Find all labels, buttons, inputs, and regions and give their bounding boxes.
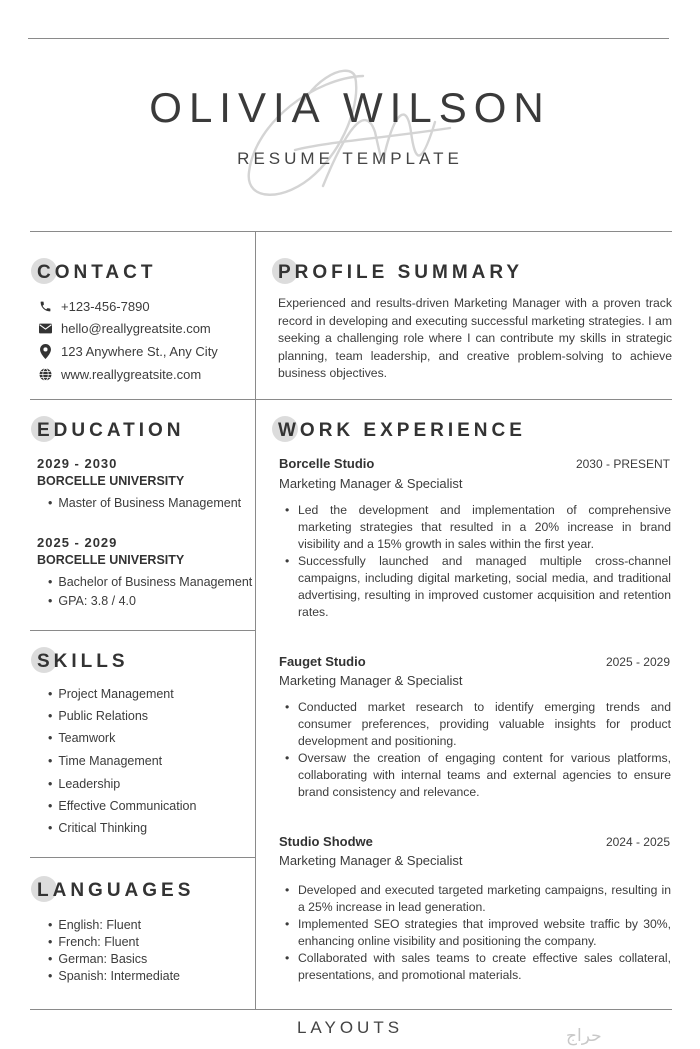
job-bullets	[279, 502, 671, 621]
job-bullet: • Implemented SEO strategies that improved website traffic by 30%, enhancing online visibility and positioning the company.	[279, 916, 671, 950]
language-item: • French: Fluent	[48, 935, 139, 949]
contact-website[interactable]	[37, 366, 201, 382]
languages-heading: LANGUAGES	[37, 880, 194, 902]
job-bullets	[279, 699, 671, 801]
phone-icon	[37, 298, 53, 314]
bottom-rule	[30, 1009, 672, 1010]
column-divider	[255, 231, 256, 1009]
contact-phone[interactable]	[37, 298, 150, 314]
job-date: 2024 - 2025	[605, 835, 670, 849]
job-role: Marketing Manager & Specialist	[279, 853, 463, 868]
education-years: 2025 - 2029	[37, 535, 118, 550]
job-bullet: • Developed and executed targeted marketing campaigns, resulting in a 25% increase in lead generation.	[279, 882, 671, 916]
education-school: BORCELLE UNIVERSITY	[37, 553, 185, 567]
phone-text: +123-456-7890	[61, 298, 150, 314]
location-pin-icon	[37, 343, 53, 359]
contact-address	[37, 343, 218, 359]
footer-label: LAYOUTS	[296, 1018, 404, 1037]
job-company: Borcelle Studio	[279, 456, 375, 471]
email-text: hello@reallygreatsite.com	[61, 320, 211, 336]
contact-bottom-rule	[30, 399, 672, 400]
job-bullet: • Conducted market research to identify emerging trends and consumer preferences, providing valuable insights for product development and positioning.	[279, 699, 671, 750]
haraj-watermark: حراج	[566, 1026, 602, 1046]
skill-item: • Leadership	[48, 777, 120, 791]
job-bullet: • Led the development and implementation of comprehensive marketing strategies that resulted in a 20% increase in brand visibility and a 15% growth in sales within the first year.	[279, 502, 671, 553]
job-bullets	[279, 882, 671, 984]
contact-email[interactable]	[37, 320, 211, 336]
website-text: www.reallygreatsite.com	[61, 366, 202, 382]
education-school: BORCELLE UNIVERSITY	[37, 474, 185, 488]
job-date: 2025 - 2029	[605, 655, 670, 669]
education-bottom-rule	[30, 630, 255, 631]
education-item: • GPA: 3.8 / 4.0	[48, 594, 136, 608]
job-bullet: • Successfully launched and managed multiple cross-channel campaigns, including digital marketing, social media, and traditional advertising, resulting in improved customer acquisition and retention rates.	[279, 553, 671, 621]
skill-item: • Critical Thinking	[48, 821, 147, 835]
skills-heading: SKILLS	[37, 651, 129, 673]
address-text: 123 Anywhere St., Any City	[61, 343, 218, 359]
top-rule	[28, 38, 669, 39]
resume-subtitle: RESUME TEMPLATE	[237, 149, 463, 168]
job-bullet: • Collaborated with sales teams to create effective sales collateral, presentations, and promotional materials.	[279, 950, 671, 984]
profile-heading: PROFILE SUMMARY	[278, 262, 523, 284]
education-years: 2029 - 2030	[37, 456, 118, 471]
contact-heading: CONTACT	[37, 262, 156, 284]
language-item: • German: Basics	[48, 952, 147, 966]
globe-icon	[37, 366, 53, 382]
envelope-icon	[37, 320, 53, 336]
language-item: • Spanish: Intermediate	[48, 969, 180, 983]
job-bullet: • Oversaw the creation of engaging content for various platforms, collaborating with internal teams and external agencies to ensure brand consistency and relevance.	[279, 750, 671, 801]
job-role: Marketing Manager & Specialist	[279, 673, 463, 688]
work-heading: WORK EXPERIENCE	[278, 420, 526, 442]
skill-item: • Effective Communication	[48, 799, 196, 813]
profile-summary-text: Experienced and results-driven Marketing Manager with a proven track record in developing and executing successful marketing strategies. I am seeking a challenging role where I can contribute my skills in strategic planning, team leadership, and creative problem-solving to achieve business objectives.	[278, 296, 672, 380]
skill-item: • Project Management	[48, 687, 174, 701]
skill-item: • Time Management	[48, 754, 162, 768]
job-date: 2030 - PRESENT	[575, 457, 670, 471]
skill-item: • Teamwork	[48, 731, 115, 745]
language-item: • English: Fluent	[48, 918, 141, 932]
header-bottom-rule	[30, 231, 672, 232]
skills-bottom-rule	[30, 857, 255, 858]
skill-item: • Public Relations	[48, 709, 148, 723]
education-item: • Master of Business Management	[48, 496, 241, 510]
education-heading: EDUCATION	[37, 420, 185, 442]
candidate-name: OLIVIA WILSON	[149, 84, 551, 131]
job-company: Studio Shodwe	[279, 834, 373, 849]
job-company: Fauget Studio	[279, 654, 366, 669]
education-item: • Bachelor of Business Management	[48, 575, 252, 589]
job-role: Marketing Manager & Specialist	[279, 476, 463, 491]
